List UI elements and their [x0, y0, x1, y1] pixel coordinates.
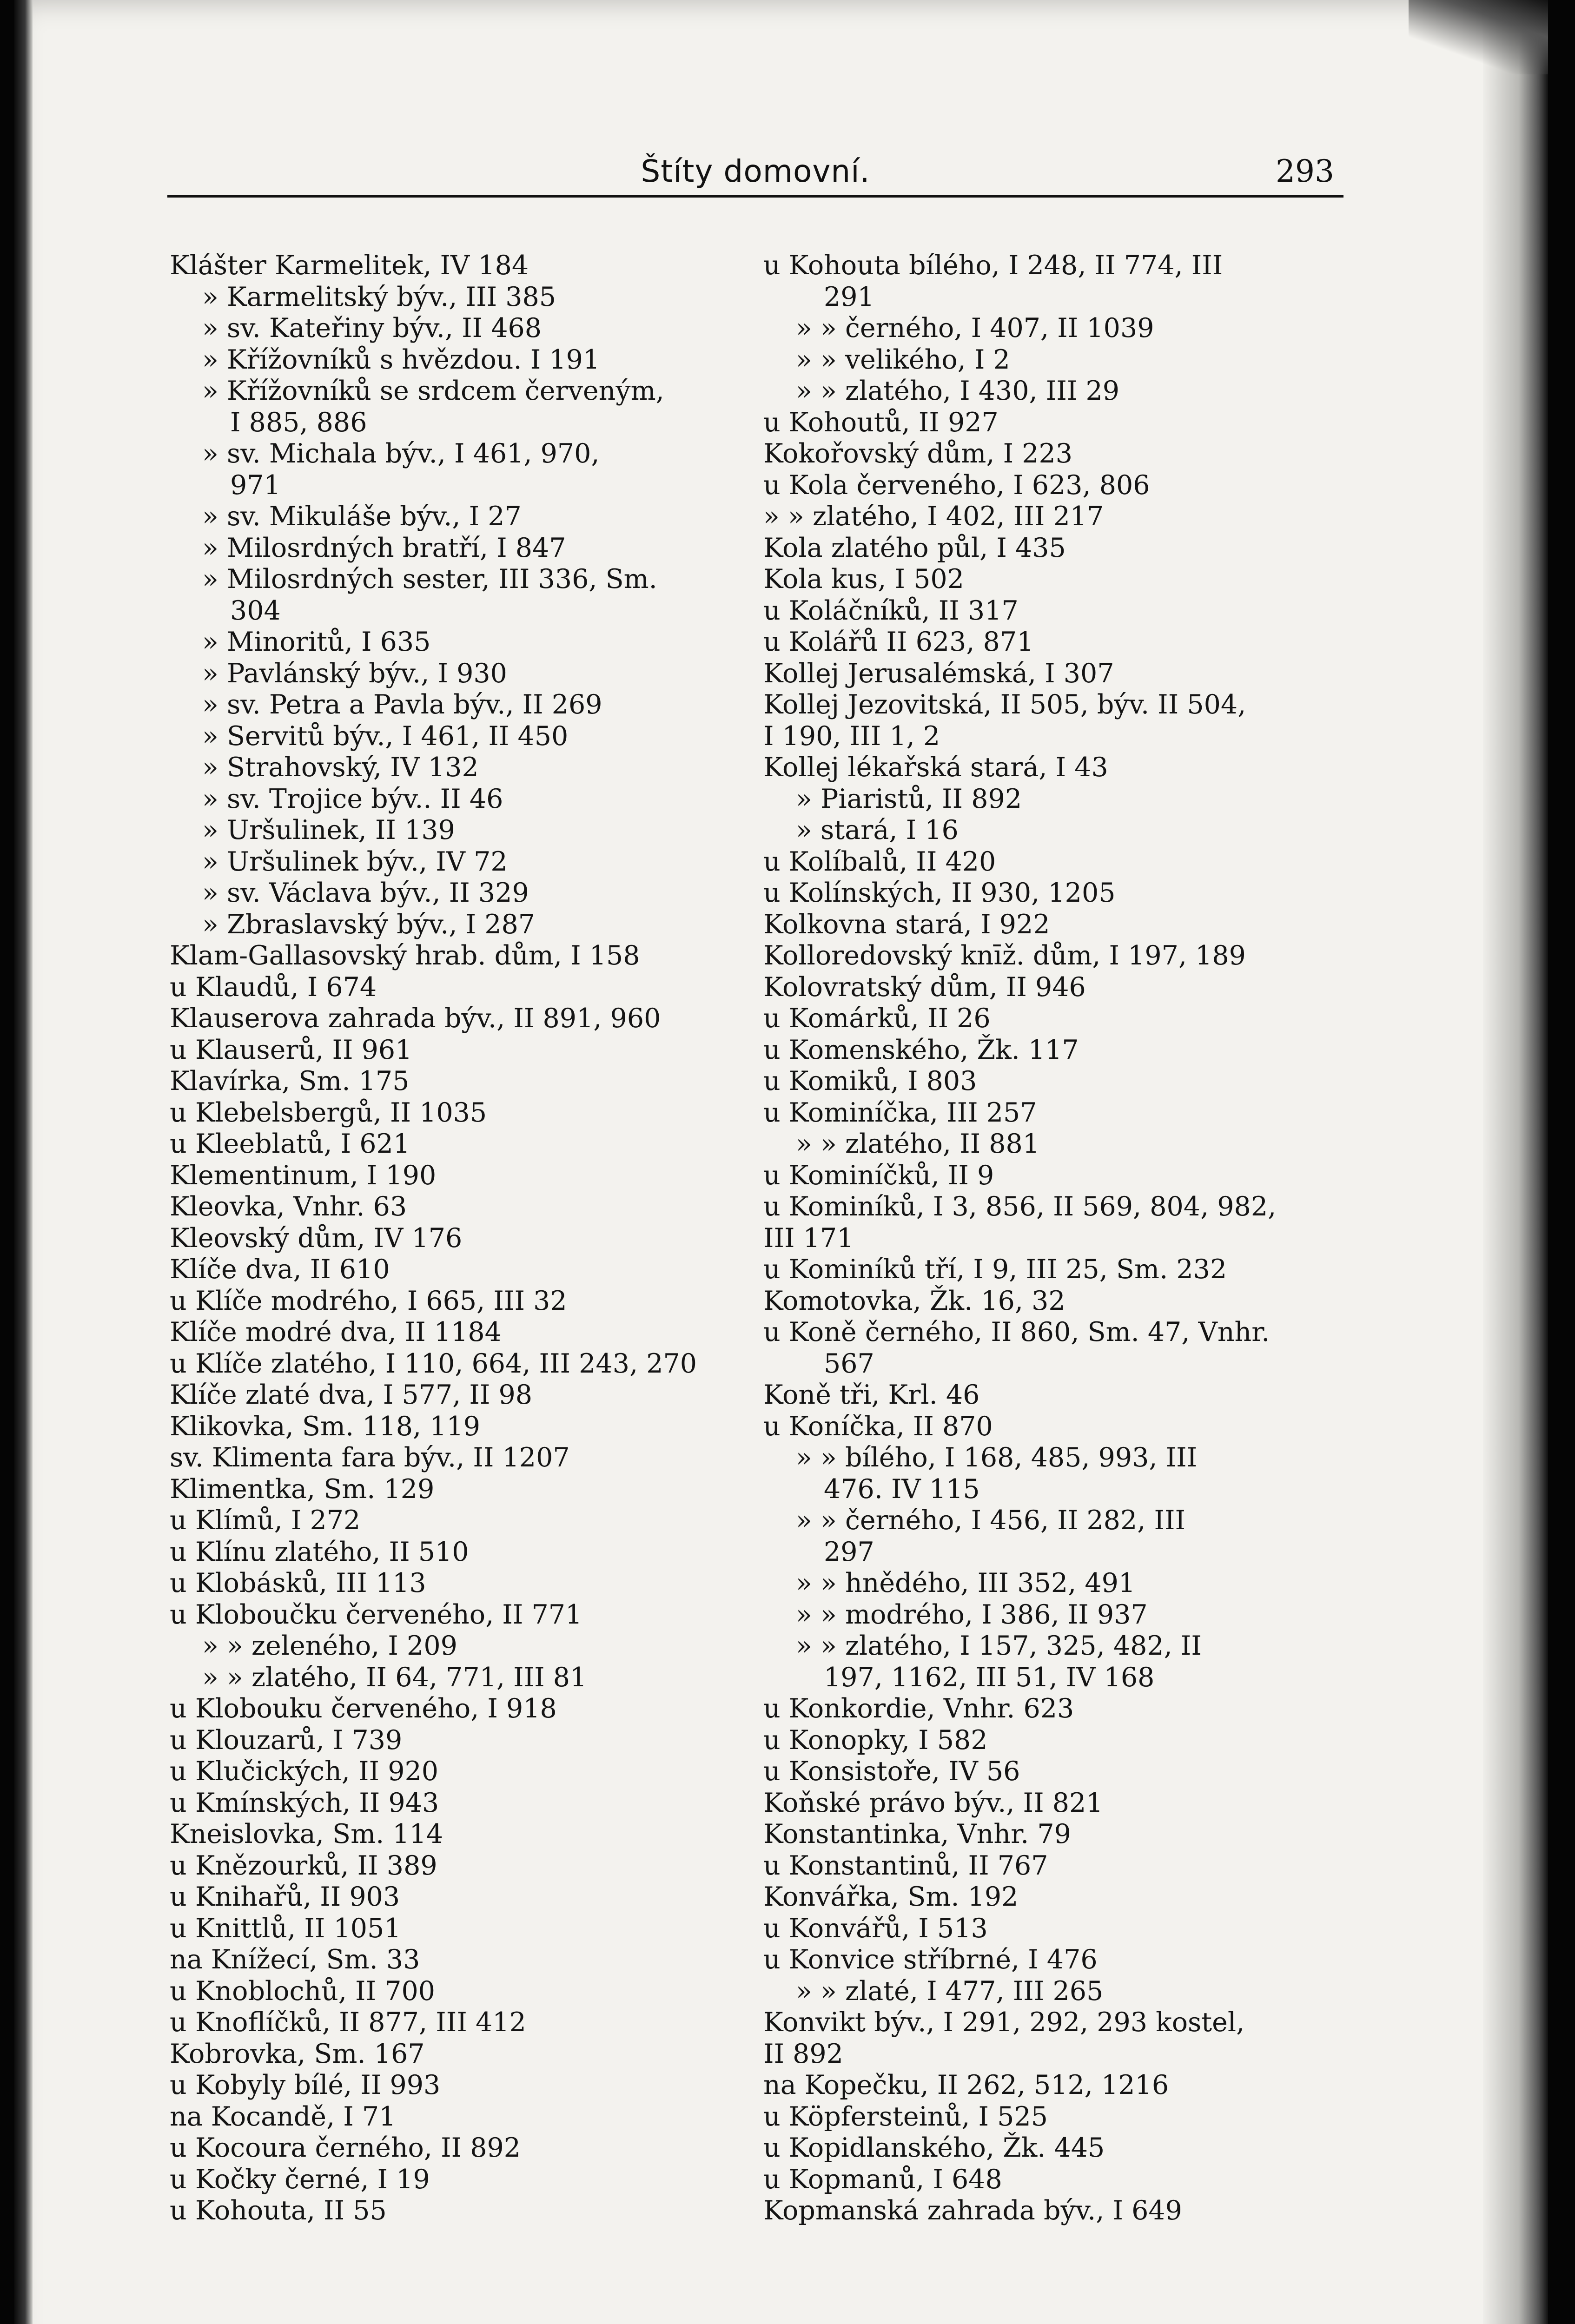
index-entry: u Konstantinů, II 767 [763, 1850, 1048, 1881]
index-entry: Kola zlatého půl, I 435 [763, 532, 1066, 563]
book-page [14, 0, 1548, 2324]
index-entry: u Klíče zlatého, I 110, 664, III 243, 270 [170, 1348, 697, 1379]
page-edge-right [1483, 0, 1548, 2324]
index-entry: na Kocandě, I 71 [170, 2101, 396, 2132]
index-entry: Klam-Gallasovský hrab. dům, I 158 [170, 940, 640, 971]
index-entry: u Kopmanů, I 648 [763, 2164, 1002, 2195]
index-entry: Klíče zlaté dva, I 577, II 98 [170, 1380, 533, 1410]
index-entry: 297 [824, 1536, 874, 1567]
index-entry: » » černého, I 407, II 1039 [796, 313, 1154, 343]
index-entry: u Kolíbalů, II 420 [763, 846, 996, 877]
index-entry: » sv. Kateřiny býv., II 468 [202, 313, 542, 343]
index-entry: u Klaudů, I 674 [170, 971, 377, 1003]
index-entry: Kleovka, Vnhr. 63 [170, 1191, 407, 1222]
index-entry: 567 [824, 1348, 874, 1379]
index-entry: u Konvářů, I 513 [763, 1913, 988, 1944]
index-entry: Kola kus, I 502 [763, 564, 964, 594]
index-entry: Konstantinka, Vnhr. 79 [763, 1819, 1071, 1849]
index-entry: u Kohouta, II 55 [170, 2195, 387, 2226]
index-entry: u Koláčníků, II 317 [763, 595, 1019, 626]
index-entry: » Milosrdných bratří, I 847 [202, 532, 566, 563]
index-entry: u Kopidlanského, Žk. 445 [763, 2133, 1105, 2163]
header-title: Štíty domovní. [641, 153, 870, 189]
index-entry: » stará, I 16 [796, 815, 959, 845]
index-entry: Kollej Jerusalémská, I 307 [763, 658, 1114, 689]
index-entry: u Kominíků, I 3, 856, II 569, 804, 982, [763, 1191, 1277, 1222]
index-column-right [763, 250, 1349, 2227]
index-entry: » » zlatého, II 64, 771, III 81 [202, 1662, 587, 1693]
index-entry: III 171 [763, 1222, 854, 1254]
index-entry: » » zeleného, I 209 [202, 1631, 457, 1661]
index-entry: » Křížovníků s hvězdou. I 191 [202, 344, 600, 375]
index-entry: u Klučických, II 920 [170, 1756, 438, 1787]
index-entry: Klimentka, Sm. 129 [170, 1473, 435, 1505]
index-entry: u Kohouta bílého, I 248, II 774, III [763, 250, 1223, 281]
index-entry: u Knihařů, II 903 [170, 1882, 400, 1912]
index-entry: » » velikého, I 2 [796, 344, 1010, 375]
index-entry: » » hnědého, III 352, 491 [796, 1568, 1136, 1598]
index-entry: u Knoblochů, II 700 [170, 1975, 436, 2007]
index-entry: » Uršulinek, II 139 [202, 815, 455, 845]
index-entry: u Kohoutů, II 927 [763, 407, 999, 438]
index-entry: » » modrého, I 386, II 937 [796, 1599, 1148, 1630]
index-entry: u Kmínských, II 943 [170, 1787, 439, 1818]
index-entry: » » zlaté, I 477, III 265 [796, 1975, 1104, 2007]
index-entry: u Klouzarů, I 739 [170, 1724, 403, 1756]
index-entry: u Komiků, I 803 [763, 1066, 977, 1096]
index-entry: u Koníčka, II 870 [763, 1411, 993, 1442]
index-entry: u Klobouku červeného, I 918 [170, 1693, 557, 1724]
index-entry: Kolovratský dům, II 946 [763, 971, 1086, 1003]
index-entry: » Minoritů, I 635 [202, 627, 431, 657]
index-entry: u Köpfersteinů, I 525 [763, 2101, 1048, 2132]
index-entry: u Konopky, I 582 [763, 1724, 988, 1756]
index-entry: Kobrovka, Sm. 167 [170, 2038, 425, 2069]
index-entry: u Konsistoře, IV 56 [763, 1756, 1020, 1787]
index-entry: u Klobásků, III 113 [170, 1568, 426, 1598]
index-entry: Kollej lékařská stará, I 43 [763, 752, 1108, 783]
index-entry: Klavírka, Sm. 175 [170, 1066, 410, 1096]
index-entry: Konvikt býv., I 291, 292, 293 kostel, [763, 2007, 1245, 2038]
index-entry: » Milosrdných sester, III 336, Sm. [202, 564, 657, 594]
index-entry: Kopmanská zahrada býv., I 649 [763, 2195, 1182, 2226]
index-entry: Klementinum, I 190 [170, 1160, 437, 1191]
index-entry: u Komárků, II 26 [763, 1003, 991, 1034]
index-entry: Konvářka, Sm. 192 [763, 1882, 1019, 1912]
index-entry: u Kolínských, II 930, 1205 [763, 878, 1116, 908]
index-entry: » » zlatého, II 881 [796, 1129, 1040, 1159]
index-entry: » sv. Petra a Pavla býv., II 269 [202, 689, 602, 720]
index-entry: na Kopečku, II 262, 512, 1216 [763, 2070, 1169, 2100]
page-edge-left [14, 0, 33, 2324]
index-entry: Kollej Jezovitská, II 505, býv. II 504, [763, 689, 1246, 720]
index-entry: u Klímů, I 272 [170, 1505, 361, 1536]
index-entry: Klíče modré dva, II 1184 [170, 1317, 502, 1347]
index-entry: » Strahovský, IV 132 [202, 752, 479, 783]
index-entry: » Pavlánský býv., I 930 [202, 658, 507, 689]
index-entry: u Konvice stříbrné, I 476 [763, 1944, 1098, 1975]
index-entry: » » zlatého, I 402, III 217 [763, 501, 1104, 532]
page-corner-shadow [1409, 0, 1548, 74]
index-entry: u Knoflíčků, II 877, III 412 [170, 2007, 526, 2038]
index-entry: u Kloboučku červeného, II 771 [170, 1599, 582, 1630]
index-entry: u Koně černého, II 860, Sm. 47, Vnhr. [763, 1317, 1270, 1347]
index-entry: II 892 [763, 2038, 843, 2069]
index-entry: u Klauserů, II 961 [170, 1034, 412, 1065]
index-entry: » Karmelitský býv., III 385 [202, 281, 556, 312]
index-entry: u Kola červeného, I 623, 806 [763, 469, 1150, 501]
index-entry: » Uršulinek býv., IV 72 [202, 846, 508, 877]
index-entry: Klíče dva, II 610 [170, 1254, 390, 1285]
index-entry: » sv. Michala býv., I 461, 970, [202, 438, 600, 469]
index-entry: u Kočky černé, I 19 [170, 2164, 430, 2195]
index-entry: » » zlatého, I 430, III 29 [796, 376, 1119, 406]
index-entry: » sv. Trojice býv.. II 46 [202, 783, 503, 814]
index-entry: na Knížecí, Sm. 33 [170, 1944, 420, 1975]
index-entry: Klikovka, Sm. 118, 119 [170, 1411, 481, 1442]
index-entry: u Klebelsbergů, II 1035 [170, 1097, 487, 1128]
index-entry: Kokořovský dům, I 223 [763, 438, 1073, 469]
index-entry: » sv. Mikuláše býv., I 27 [202, 501, 522, 532]
index-entry: u Knittlů, II 1051 [170, 1913, 401, 1944]
index-entry: 291 [824, 281, 874, 312]
index-entry: 971 [230, 469, 281, 501]
index-entry: u Kominíčků, II 9 [763, 1160, 994, 1191]
index-entry: I 885, 886 [230, 407, 367, 438]
index-entry: » Křížovníků se srdcem červeným, [202, 376, 664, 406]
index-entry: u Kominíků tří, I 9, III 25, Sm. 232 [763, 1254, 1227, 1285]
running-header [167, 153, 1343, 198]
index-entry: u Klínu zlatého, II 510 [170, 1536, 469, 1567]
index-entry: u Kobyly bílé, II 993 [170, 2070, 441, 2100]
page-number: 293 [1276, 153, 1334, 189]
index-entry: sv. Klimenta fara býv., II 1207 [170, 1442, 570, 1473]
index-entry: 304 [230, 595, 281, 626]
index-entry: » Servitů býv., I 461, II 450 [202, 720, 569, 752]
index-entry: 197, 1162, III 51, IV 168 [824, 1662, 1155, 1693]
index-entry: Kolloredovský knīž. dům, I 197, 189 [763, 940, 1246, 971]
index-entry: u Konkordie, Vnhr. 623 [763, 1693, 1074, 1724]
index-entry: Kneislovka, Sm. 114 [170, 1819, 443, 1849]
index-entry: Kleovský dům, IV 176 [170, 1222, 463, 1254]
index-entry: » Zbraslavský býv., I 287 [202, 909, 536, 940]
index-entry: u Klíče modrého, I 665, III 32 [170, 1285, 567, 1316]
index-column-left [170, 250, 755, 2227]
index-entry: u Kleeblatů, I 621 [170, 1129, 410, 1159]
index-entry: Koňské právo býv., II 821 [763, 1787, 1103, 1818]
index-entry: Koně tři, Krl. 46 [763, 1380, 980, 1410]
index-entry: u Komenského, Žk. 117 [763, 1034, 1079, 1065]
index-entry: I 190, III 1, 2 [763, 720, 940, 752]
index-entry: u Kocoura černého, II 892 [170, 2133, 521, 2163]
index-entry: Klášter Karmelitek, IV 184 [170, 250, 529, 281]
index-entry: » Piaristů, II 892 [796, 783, 1022, 814]
index-entry: » » černého, I 456, II 282, III [796, 1505, 1185, 1536]
index-entry: u Knězourků, II 389 [170, 1850, 437, 1881]
index-entry: » » zlatého, I 157, 325, 482, II [796, 1631, 1202, 1661]
index-entry: u Kolářů II 623, 871 [763, 627, 1034, 657]
index-entry: » » bílého, I 168, 485, 993, III [796, 1442, 1198, 1473]
index-entry: u Kominíčka, III 257 [763, 1097, 1037, 1128]
index-entry: Kolkovna stará, I 922 [763, 909, 1050, 940]
index-entry: Komotovka, Žk. 16, 32 [763, 1285, 1065, 1316]
index-entry: Klauserova zahrada býv., II 891, 960 [170, 1003, 661, 1034]
index-entry: » sv. Václava býv., II 329 [202, 878, 529, 908]
index-entry: 476. IV 115 [824, 1473, 980, 1505]
